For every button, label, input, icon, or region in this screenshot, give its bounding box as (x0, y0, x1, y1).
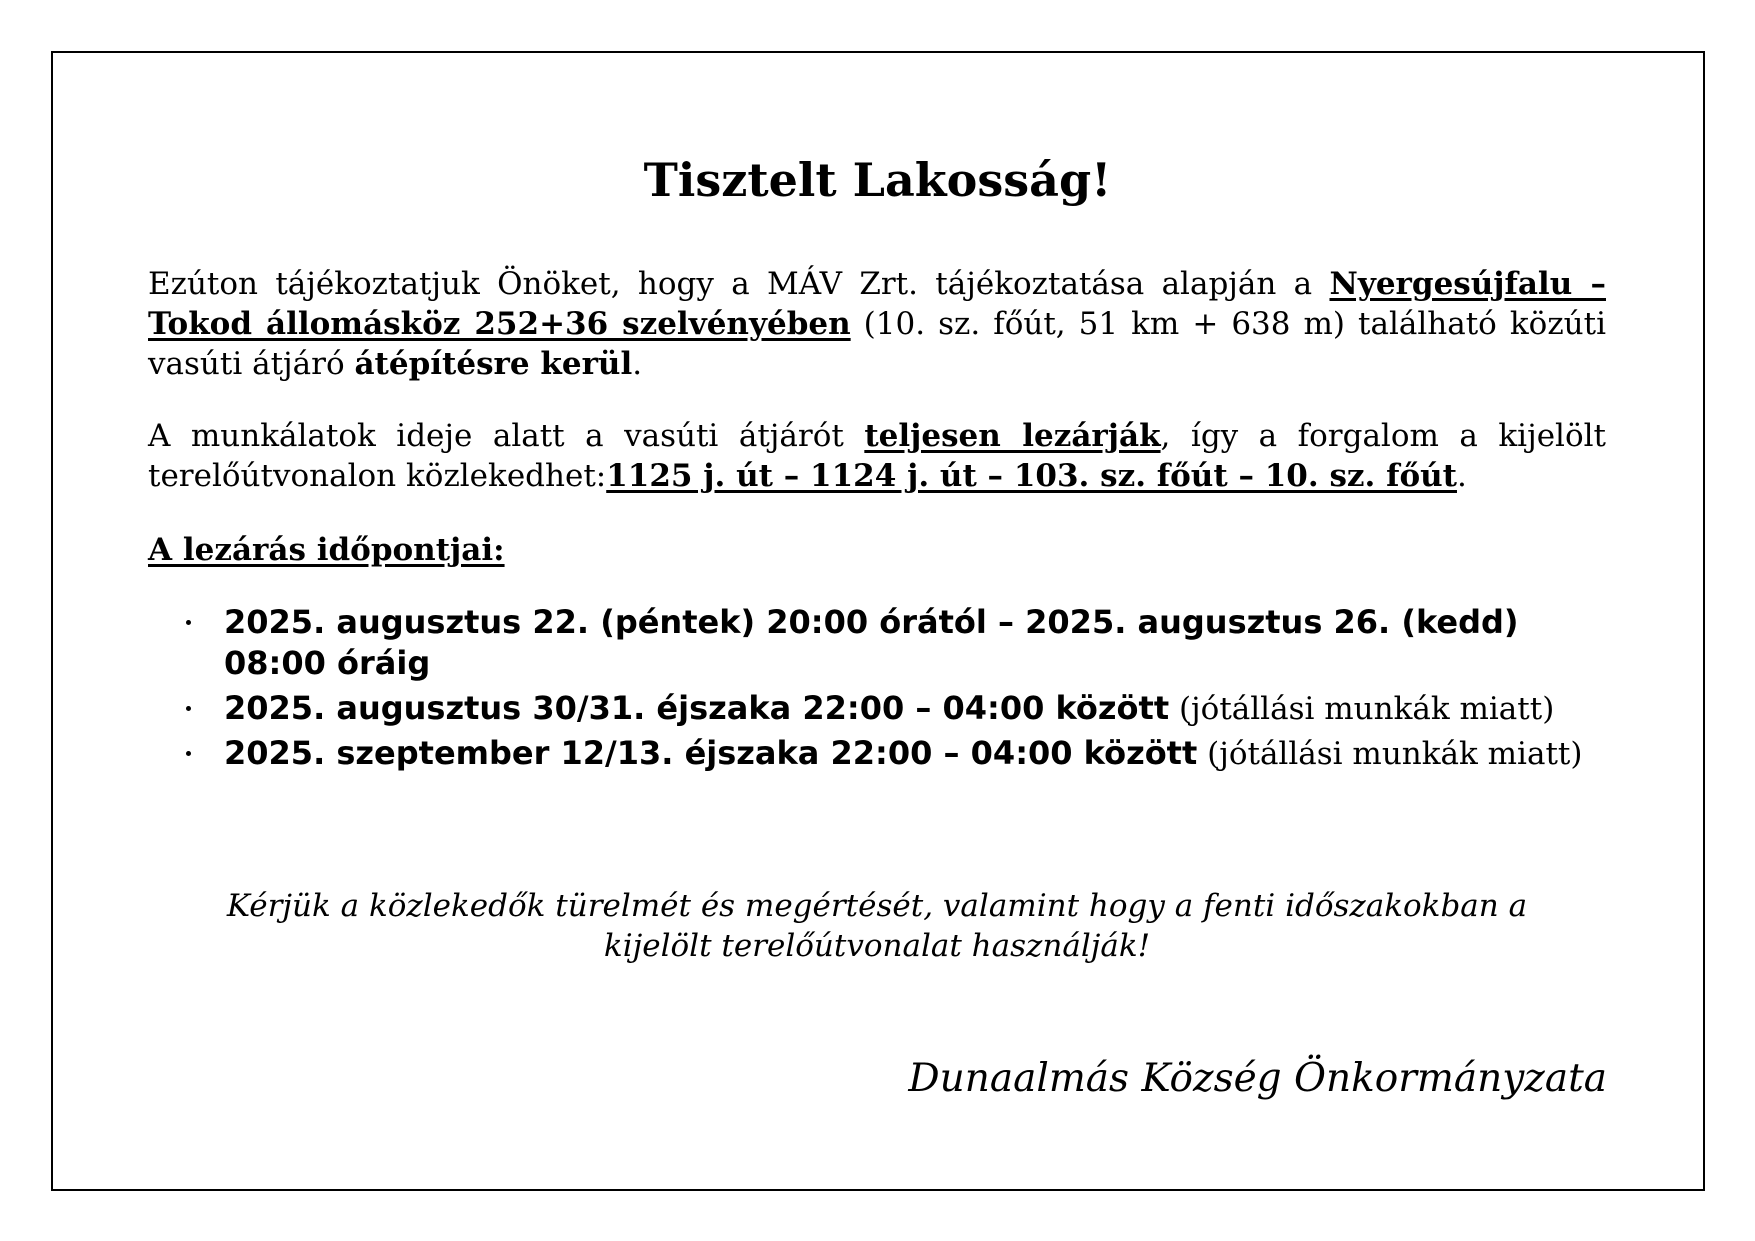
closing-line-2: kijelölt terelőútvonalat használják! (603, 928, 1151, 964)
paragraph-info-text-3: . (632, 346, 643, 382)
bullet-icon (186, 620, 191, 625)
reconstruction-status: átépítésre kerül (354, 346, 633, 382)
paragraph-info (148, 264, 1606, 384)
closing-line-1: Kérjük a közlekedők türelmét és megértését, valamint hogy a fenti időszakokban a (226, 888, 1528, 924)
paragraph-info-text-2: (10. sz. főút, 51 km + 638 m) található közúti vasúti átjáró (148, 306, 1606, 382)
schedule-heading: A lezárás időpontjai: (148, 532, 505, 568)
schedule-list (148, 602, 1606, 778)
signature: Dunaalmás Község Önkormányzata (908, 1056, 1607, 1101)
schedule-item-note: (jótállási munkák miatt) (1169, 691, 1555, 727)
schedule-item (148, 733, 1606, 775)
paragraph-info-text-1: Ezúton tájékoztatjuk Önöket, hogy a MÁV Zrt. tájékoztatása alapján a (148, 266, 1330, 302)
detour-route: 1125 j. út – 1124 j. út – 103. sz. főút – 10. sz. főút (606, 458, 1457, 494)
bullet-icon (186, 706, 191, 711)
schedule-item (148, 602, 1606, 685)
paragraph-detour-text-1: A munkálatok ideje alatt a vasúti átjárót (148, 418, 865, 454)
schedule-item-date: 2025. szeptember 12/13. éjszaka 22:00 – 04:00 között (224, 734, 1198, 772)
paragraph-detour (148, 416, 1606, 496)
bullet-icon (186, 751, 191, 756)
closing-request (148, 886, 1606, 966)
notice-title: Tisztelt Lakosság! (643, 153, 1112, 207)
schedule-item-date: 2025. augusztus 30/31. éjszaka 22:00 – 04:00 között (224, 689, 1170, 727)
crossing-location: Nyergesújfalu – Tokod állomásköz 252+36 szelvényében (148, 266, 1606, 342)
paragraph-detour-text-3: . (1456, 458, 1467, 494)
schedule-item (148, 688, 1606, 730)
full-closure-text: teljesen lezárják (864, 418, 1161, 454)
paragraph-detour-text-2: , így a forgalom a kijelölt terelőútvonalon közlekedhet: (148, 418, 1606, 494)
schedule-item-note: (jótállási munkák miatt) (1197, 736, 1583, 772)
schedule-item-date: 2025. augusztus 22. (péntek) 20:00 órától – 2025. augusztus 26. (kedd) 08:00 óráig (224, 603, 1519, 682)
